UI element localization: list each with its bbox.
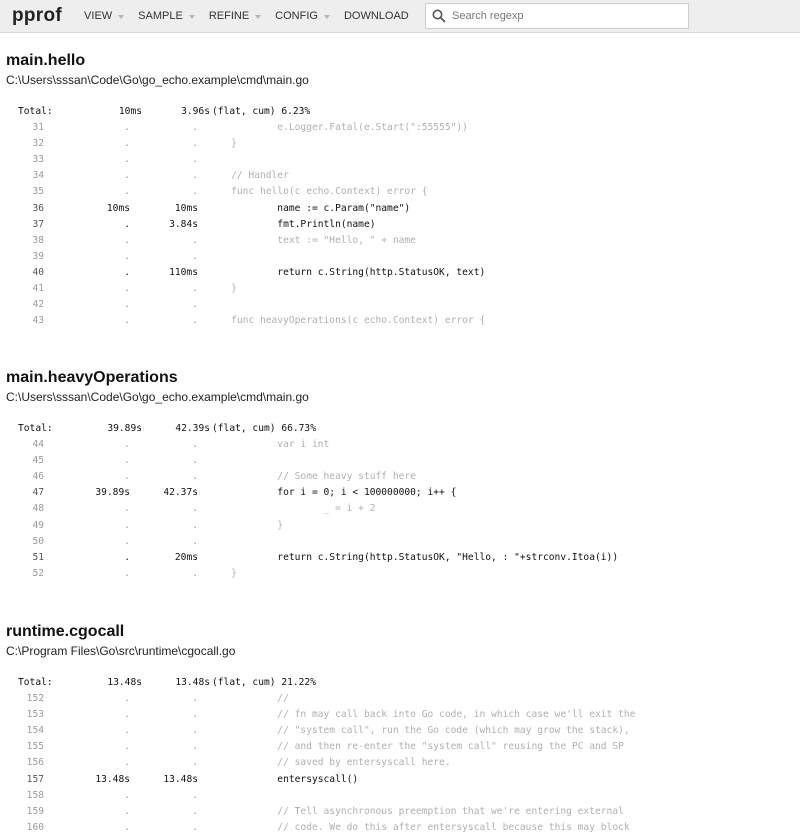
total-percent: 21.22% bbox=[281, 677, 316, 688]
total-label: Total: bbox=[18, 677, 53, 688]
flat-time: . bbox=[124, 709, 130, 721]
menu-label: CONFIG bbox=[275, 10, 318, 22]
file-path: C:\Program Files\Go\src\runtime\cgocall.go bbox=[6, 644, 236, 658]
source-code: } bbox=[208, 519, 284, 531]
cum-time: . bbox=[192, 471, 198, 483]
total-cum: 3.96s bbox=[181, 106, 210, 117]
cum-time: 110ms bbox=[169, 266, 198, 278]
source-code: // bbox=[208, 693, 289, 705]
flat-time: . bbox=[124, 551, 130, 563]
total-percent: 66.73% bbox=[281, 423, 316, 434]
source-code bbox=[198, 249, 208, 265]
cum-time: 42.37s bbox=[163, 487, 198, 499]
cum-time: . bbox=[192, 503, 198, 515]
source-line[interactable] bbox=[6, 265, 485, 281]
source-line bbox=[6, 755, 635, 771]
search-input[interactable] bbox=[452, 10, 672, 22]
line-number: 159 bbox=[26, 805, 44, 817]
function-name[interactable]: runtime.cgocall bbox=[6, 623, 125, 640]
source-line bbox=[6, 313, 485, 329]
chevron-down-icon bbox=[255, 15, 261, 19]
line-number: 34 bbox=[32, 170, 44, 182]
source-code: func heavyOperations(c echo.Context) error { bbox=[208, 315, 486, 327]
cum-time: . bbox=[192, 519, 198, 531]
flat-time: . bbox=[124, 218, 130, 230]
source-line bbox=[6, 152, 485, 168]
chevron-down-icon bbox=[324, 15, 330, 19]
source-line bbox=[6, 437, 618, 453]
line-number: 51 bbox=[32, 551, 44, 563]
source-line[interactable] bbox=[6, 550, 618, 566]
cum-time: . bbox=[192, 805, 198, 817]
flat-time: . bbox=[124, 266, 130, 278]
flat-time: . bbox=[124, 234, 130, 246]
total-flat: 13.48s bbox=[107, 677, 142, 688]
cum-time: . bbox=[192, 299, 198, 311]
cum-time: . bbox=[192, 567, 198, 579]
total-row bbox=[6, 675, 635, 691]
source-code bbox=[198, 534, 208, 550]
source-code: return c.String(http.StatusOK, "Hello, : "+strconv.Itoa(i)) bbox=[208, 551, 619, 563]
flat-time: 10ms bbox=[106, 202, 130, 214]
source-line bbox=[6, 168, 485, 184]
line-number: 160 bbox=[26, 821, 44, 833]
line-number: 31 bbox=[32, 122, 44, 134]
source-code bbox=[198, 788, 208, 804]
function-section bbox=[6, 369, 618, 582]
source-code: } bbox=[208, 567, 237, 579]
file-path: C:\Users\sssan\Code\Go\go_echo.example\cmd\main.go bbox=[6, 390, 309, 404]
total-label: Total: bbox=[18, 106, 53, 117]
source-code: _ = i + 2 bbox=[208, 503, 376, 515]
source-line bbox=[6, 233, 485, 249]
source-listing bbox=[6, 675, 635, 836]
cum-time: . bbox=[192, 122, 198, 134]
flat-time: . bbox=[124, 535, 130, 547]
source-line bbox=[6, 788, 635, 804]
source-line bbox=[6, 249, 485, 265]
cum-time: . bbox=[192, 789, 198, 801]
top-bar bbox=[0, 0, 800, 33]
source-line[interactable] bbox=[6, 201, 485, 217]
flat-time: . bbox=[124, 519, 130, 531]
line-number: 43 bbox=[32, 315, 44, 327]
search-icon bbox=[431, 8, 447, 24]
flat-time: . bbox=[124, 503, 130, 515]
line-number: 32 bbox=[32, 138, 44, 150]
flat-time: . bbox=[124, 693, 130, 705]
total-note: (flat, cum) bbox=[212, 423, 276, 434]
source-line bbox=[6, 691, 635, 707]
source-code: // Some heavy stuff here bbox=[208, 471, 416, 483]
source-code: // fn may call back into Go code, in which case we'll exit the bbox=[208, 709, 636, 721]
source-line bbox=[6, 804, 635, 820]
cum-time: . bbox=[192, 693, 198, 705]
source-code: name := c.Param("name") bbox=[208, 202, 411, 214]
flat-time: . bbox=[124, 741, 130, 753]
source-code: e.Logger.Fatal(e.Start(":55555")) bbox=[208, 122, 468, 134]
total-note: (flat, cum) bbox=[212, 677, 276, 688]
line-number: 152 bbox=[26, 693, 44, 705]
total-cum: 13.48s bbox=[175, 677, 210, 688]
cum-time: . bbox=[192, 234, 198, 246]
line-number: 154 bbox=[26, 725, 44, 737]
source-code: return c.String(http.StatusOK, text) bbox=[208, 266, 486, 278]
source-line bbox=[6, 453, 618, 469]
menu-config[interactable] bbox=[275, 10, 330, 22]
source-code: entersyscall() bbox=[208, 773, 359, 785]
menu-label: REFINE bbox=[208, 10, 250, 22]
pprof-logo[interactable]: pprof bbox=[12, 5, 63, 26]
source-line[interactable] bbox=[6, 485, 618, 501]
source-line bbox=[6, 184, 485, 200]
line-number: 46 bbox=[32, 471, 44, 483]
cum-time: . bbox=[192, 535, 198, 547]
source-code bbox=[198, 297, 208, 313]
total-row bbox=[6, 421, 618, 437]
cum-time: . bbox=[192, 821, 198, 833]
source-code: for i = 0; i < 100000000; i++ { bbox=[208, 487, 457, 499]
menu-label: VIEW bbox=[84, 10, 113, 22]
total-label: Total: bbox=[18, 423, 53, 434]
source-line bbox=[6, 501, 618, 517]
menu-download[interactable] bbox=[344, 10, 409, 22]
flat-time: . bbox=[124, 805, 130, 817]
total-cum: 42.39s bbox=[175, 423, 210, 434]
source-code: // saved by entersyscall here. bbox=[208, 757, 451, 769]
cum-time: . bbox=[192, 170, 198, 182]
flat-time: . bbox=[124, 283, 130, 295]
flat-time: 39.89s bbox=[95, 487, 130, 499]
cum-time: . bbox=[192, 283, 198, 295]
line-number: 41 bbox=[32, 283, 44, 295]
source-line[interactable] bbox=[6, 772, 635, 788]
total-row bbox=[6, 104, 485, 120]
source-code: } bbox=[208, 138, 237, 150]
source-code: // Tell asynchronous preemption that we're entering external bbox=[208, 805, 624, 817]
chevron-down-icon bbox=[118, 15, 124, 19]
line-number: 156 bbox=[26, 757, 44, 769]
line-number: 158 bbox=[26, 789, 44, 801]
cum-time: 10ms bbox=[174, 202, 198, 214]
flat-time: . bbox=[124, 186, 130, 198]
function-section bbox=[6, 623, 635, 836]
line-number: 153 bbox=[26, 709, 44, 721]
line-number: 42 bbox=[32, 299, 44, 311]
source-code: // "system call", run the Go code (which may grow the stack), bbox=[208, 725, 630, 737]
line-number: 45 bbox=[32, 455, 44, 467]
flat-time: . bbox=[124, 122, 130, 134]
cum-time: . bbox=[192, 709, 198, 721]
total-summary bbox=[210, 675, 316, 691]
source-listing bbox=[6, 104, 485, 329]
source-code bbox=[198, 453, 208, 469]
menu-sample[interactable] bbox=[138, 10, 195, 22]
cum-time: 20ms bbox=[174, 551, 198, 563]
cum-time: . bbox=[192, 154, 198, 166]
flat-time: . bbox=[124, 170, 130, 182]
flat-time: . bbox=[124, 250, 130, 262]
line-number: 49 bbox=[32, 519, 44, 531]
source-line bbox=[6, 120, 485, 136]
menu-label: DOWNLOAD bbox=[343, 10, 409, 22]
source-line bbox=[6, 739, 635, 755]
menu-label: SAMPLE bbox=[138, 10, 183, 22]
flat-time: . bbox=[124, 439, 130, 451]
cum-time: . bbox=[192, 250, 198, 262]
line-number: 36 bbox=[32, 202, 44, 214]
source-line bbox=[6, 469, 618, 485]
source-code: // code. We do this after entersyscall because this may block bbox=[208, 821, 630, 833]
line-number: 35 bbox=[32, 186, 44, 198]
line-number: 50 bbox=[32, 535, 44, 547]
cum-time: . bbox=[192, 186, 198, 198]
total-summary bbox=[210, 104, 310, 120]
line-number: 157 bbox=[26, 773, 44, 785]
flat-time: . bbox=[124, 471, 130, 483]
cum-time: . bbox=[192, 439, 198, 451]
function-section bbox=[6, 52, 485, 329]
line-number: 33 bbox=[32, 154, 44, 166]
line-number: 37 bbox=[32, 218, 44, 230]
flat-time: . bbox=[124, 138, 130, 150]
search-box[interactable] bbox=[425, 3, 689, 29]
total-note: (flat, cum) bbox=[212, 106, 276, 117]
line-number: 38 bbox=[32, 234, 44, 246]
source-code: } bbox=[208, 283, 237, 295]
line-number: 39 bbox=[32, 250, 44, 262]
line-number: 47 bbox=[32, 487, 44, 499]
cum-time: . bbox=[192, 725, 198, 737]
source-code: func hello(c echo.Context) error { bbox=[208, 186, 428, 198]
source-listing bbox=[6, 421, 618, 582]
total-summary bbox=[210, 421, 316, 437]
line-number: 155 bbox=[26, 741, 44, 753]
source-code bbox=[198, 152, 208, 168]
flat-time: . bbox=[124, 725, 130, 737]
source-code: // and then re-enter the "system call" reusing the PC and SP bbox=[208, 741, 624, 753]
line-number: 40 bbox=[32, 266, 44, 278]
main-menu bbox=[84, 10, 423, 22]
flat-time: . bbox=[124, 299, 130, 311]
source-line bbox=[6, 281, 485, 297]
source-line bbox=[6, 518, 618, 534]
cum-time: 13.48s bbox=[163, 773, 198, 785]
source-line[interactable] bbox=[6, 217, 485, 233]
source-code: fmt.Println(name) bbox=[208, 218, 376, 230]
line-number: 52 bbox=[32, 567, 44, 579]
menu-view[interactable] bbox=[84, 10, 124, 22]
flat-time: . bbox=[124, 154, 130, 166]
source-line bbox=[6, 136, 485, 152]
source-code: var i int bbox=[208, 439, 330, 451]
cum-time: . bbox=[192, 757, 198, 769]
source-line bbox=[6, 566, 618, 582]
source-code: // Handler bbox=[208, 170, 289, 182]
flat-time: . bbox=[124, 455, 130, 467]
menu-refine[interactable] bbox=[209, 10, 261, 22]
flat-time: . bbox=[124, 757, 130, 769]
line-number: 48 bbox=[32, 503, 44, 515]
cum-time: . bbox=[192, 138, 198, 150]
flat-time: . bbox=[124, 315, 130, 327]
file-path: C:\Users\sssan\Code\Go\go_echo.example\cmd\main.go bbox=[6, 73, 309, 87]
chevron-down-icon bbox=[189, 15, 195, 19]
flat-time: . bbox=[124, 567, 130, 579]
cum-time: . bbox=[192, 741, 198, 753]
source-line bbox=[6, 707, 635, 723]
cum-time: 3.84s bbox=[169, 218, 198, 230]
function-name[interactable]: main.hello bbox=[6, 52, 86, 69]
line-number: 44 bbox=[32, 439, 44, 451]
cum-time: . bbox=[192, 455, 198, 467]
source-line bbox=[6, 534, 618, 550]
source-line bbox=[6, 297, 485, 313]
source-line bbox=[6, 723, 635, 739]
total-flat: 39.89s bbox=[107, 423, 142, 434]
source-code: text := "Hello, " + name bbox=[208, 234, 416, 246]
total-flat: 10ms bbox=[118, 106, 142, 117]
cum-time: . bbox=[192, 315, 198, 327]
flat-time: . bbox=[124, 821, 130, 833]
flat-time: . bbox=[124, 789, 130, 801]
flat-time: 13.48s bbox=[95, 773, 130, 785]
function-name[interactable]: main.heavyOperations bbox=[6, 369, 178, 386]
total-percent: 6.23% bbox=[281, 106, 311, 117]
